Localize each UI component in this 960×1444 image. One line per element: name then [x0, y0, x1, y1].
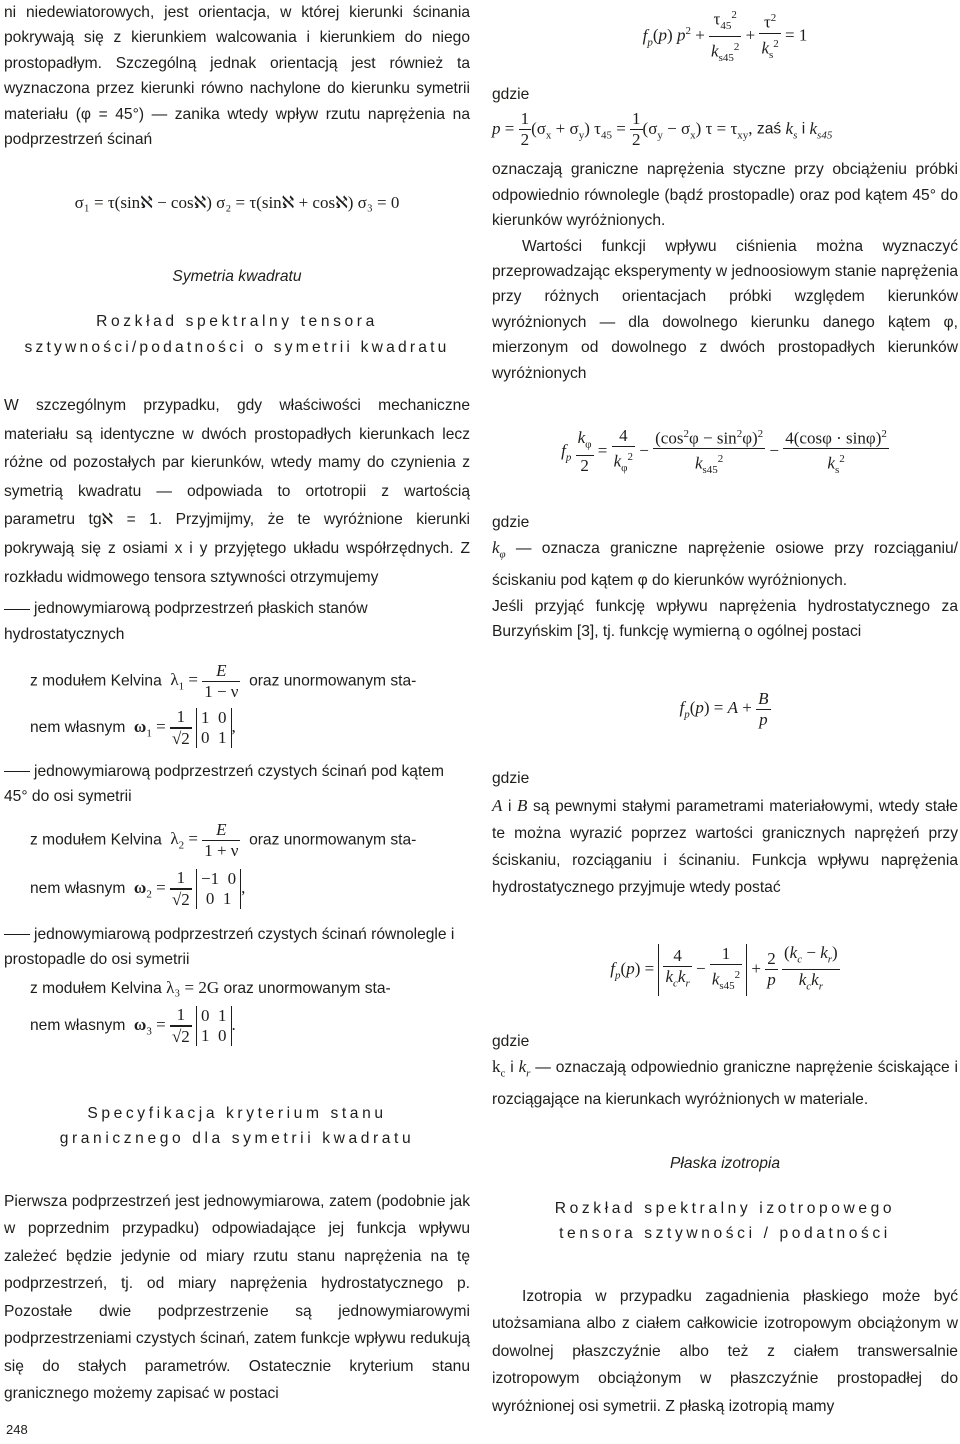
eigenvector-2: nem własnym $\omega_2$ = $\frac{1}{√2}$ −1 0 0 1, [30, 867, 246, 909]
paragraph: $k_\varphi$ — oznacza graniczne naprężenie osiowe przy rozciąganiu/ściskaniu pod kątem φ do kierunków wyróżnionych. [492, 538, 958, 590]
kelvin-modulus-3: z modułem Kelvina λ₃ = 2G oraz unormowanym sta- [30, 977, 391, 997]
label-gdzie: gdzie [492, 514, 530, 532]
right-column [492, 0, 958, 1420]
dash-marker [4, 771, 30, 772]
paragraph: W szczególnym przypadku, gdy właściwości mechaniczne materiału są identyczne w dwóch prostopadłych kierunkach lecz różne od pozostałych par kierunków, wtedy mamy do czynienia z symetrią kwadratu — odpowiada to ortotropii z wartością parametru tgℵ = 1. Przyjmijmy, że te wyróżnione kierunki pokrywają się z osiami x i y przyjętego układu współrzędnych. Z rozkładu widmowego tensora sztywności otrzymujemy [4, 397, 470, 586]
list-item-1: jednowymiarową podprzestrzeń płaskich stanów hydrostatycznych [4, 600, 368, 643]
paragraph: A i B są pewnymi stałymi parametrami materiałowymi, wtedy stałe te można wyrazić poprzez wartości granicznych naprężeń przy ściskaniu, rozciąganiu i ścinaniu. Funkcja wpływu naprężenia hydrostatycznego przyjmuje wtedy postać [492, 795, 958, 896]
equation-burzynski: $f_p(p) = A$ + $\frac{B}{p}$ [679, 689, 769, 730]
formula-omega-1: $\omega_1$ = $\frac{1}{√2}$ 1 0 0 1, [133, 707, 236, 749]
paragraph: Pierwsza podprzestrzeń jest jednowymiarowa, zatem (podobnie jak w poprzednim przypadku) odpowiadające jej funkcja wpływu zależeć będzie jedynie od miary rzutu stanu naprężenia na tę podprzestrzeń, tj. od miary naprężenia hydrostatycznego p. Pozostałe dwie podprzestrzenie są jednowymiarowymi podprzestrzeniami czystych ścinań, zatem funkcje wpływu redukują się do stałych parametrów. Ostatecznie kryterium stanu granicznego możemy zapisać w postaci [4, 1192, 470, 1403]
label-gdzie: gdzie [492, 770, 530, 788]
paragraph: oznaczają graniczne naprężenia styczne przy obciążeniu próbki odpowiednio równolegle (bądź prostopadle) oraz pod kątem 45° do kierunków wyróżnionych. [492, 161, 958, 230]
equation-principal-stresses: σ₁ = τ(sinℵ − cosℵ) σ₂ = τ(sinℵ + cosℵ) σ₃ = 0 [74, 193, 400, 213]
left-column [4, 0, 470, 1408]
equation-hydrostatic: $f_p(p)$ = $\frac{4}{k_ck_r}$ − $\frac{1}{k_{s45}^2}$ + $\frac{2}{p}$ $\frac{(k_c - k_r)}{k_ck_r}$ [492, 937, 958, 1001]
formula-lambda-3: λ₃ = 2G [166, 977, 220, 997]
formula-omega-2: $\omega_2$ = $\frac{1}{√2}$ −1 0 0 1, [133, 867, 246, 909]
list-item-2: jednowymiarową podprzestrzeń czystych ścinań pod kątem 45° do osi symetrii [4, 763, 444, 806]
label-gdzie: gdzie [492, 1032, 530, 1050]
formula-lambda-2: $\lambda_2$ = $\frac{E}{1 + \nu}$ [166, 819, 239, 860]
formula-definitions: p = $\frac{1}{2}$ $(\sigma_x + \sigma_y) \tau_{45}$ = $\frac{1}{2}$ $(\sigma_y - \sigma_x) \tau = \tau_{xy}$, [492, 109, 753, 150]
section-heading-line-3: Specyfikacja kryterium stanu [87, 1105, 387, 1123]
formula-omega-3: $\omega_3$ = $\frac{1}{√2}$ 0 1 1 0. [133, 1005, 236, 1047]
section-heading-line-1: Rozkład spektralny izotropowego [554, 1199, 896, 1217]
kelvin-modulus-2: z modułem Kelvina $\lambda_2$ = $\frac{E}{1 + \nu}$ oraz unormowanym sta- [30, 819, 417, 860]
eigenvector-1: nem własnym $\omega_1$ = $\frac{1}{√2}$ 1 0 0 1, [30, 707, 236, 749]
section-heading-line-1: Rozkład spektralny tensora [96, 313, 378, 331]
section-heading-italic: Symetria kwadratu [172, 267, 302, 285]
list-item-3: jednowymiarową podprzestrzeń czystych ścinań równolegle i prostopadle do osi symetrii [4, 925, 455, 969]
paragraph: $k_c$ i $k_r$ — oznaczają odpowiednio graniczne naprężenie ściskające i rozciągające na kierunkach wyróżnionych w materiale. [492, 1057, 958, 1109]
paragraph: Wartości funkcji wpływu ciśnienia można wyznaczyć przeprowadzając eksperymenty w jednoosiowym stanie naprężenia przy różnych orientacjach próbki względem kierunków wyróżnionych — dla dowolnego kierunku danego kątem φ, mierzonym od dowolnego z dwóch prostopadłych kierunków wyróżnionych [492, 237, 958, 382]
formula-lambda-1: $\lambda_1$ = $\frac{E}{1 - \nu}$ [166, 661, 239, 702]
eigenvector-3: nem własnym $\omega_3$ = $\frac{1}{√2}$ 0 1 1 0. [30, 1005, 236, 1047]
dash-marker [4, 934, 30, 935]
paragraph: Jeśli przyjąć funkcję wpływu naprężenia hydrostatycznego za Burzyńskim [3], tj. funkcję wymierną o ogólnej postaci [492, 597, 958, 641]
paragraph: ni niedewiatorowych, jest orientacja, w której kierunki ścinania pokrywają się z kierunkiem walcowania i kierunkiem do niego prostopadłym. Szczególną jednak orientacją jest również ta wyznaczona przez kierunki równo nachylone do kierunku symetrii materiału (φ = 45°) — zanika wtedy wpływ rzutu naprężenia na podprzestrzeń ścinań [4, 4, 470, 149]
definitions-line: p = $\frac{1}{2}$ $(\sigma_x + \sigma_y) \tau_{45}$ = $\frac{1}{2}$ $(\sigma_y - \sigma_x) \tau = \tau_{xy}$, zaś $k_s$ i $k_{s45}$ [492, 109, 833, 150]
section-heading-line-2: tensora sztywności / podatności [559, 1225, 891, 1243]
label-gdzie: gdzie [492, 86, 530, 103]
kelvin-modulus-1: z modułem Kelvina $\lambda_1$ = $\frac{E}{1 - \nu}$ oraz unormowanym sta- [30, 661, 417, 702]
paragraph: Izotropia w przypadku zagadnienia płaskiego może być utożsamiana albo z ciałem całkowicie izotropowym obciążonym w dowolnej płaszczyźnie albo też z ciałem transwersalnie izotropowym obciążonym w płaszczyźnie prostopadłej do wyróżnionej osi symetrii. Z płaską izotropią mamy [492, 1287, 958, 1415]
equation-criterion: $f_p(p) p^2$ + $\frac{\tau_{45}^2}{k_{s45}^2}$ + $\frac{\tau^2}{k_s^2}$ = 1 [492, 2, 958, 60]
dash-marker [4, 609, 30, 610]
section-heading-italic: Płaska izotropia [669, 1154, 781, 1172]
page-number: 248 [6, 1422, 28, 1437]
equation-uniaxial: $f_p$ $\frac{k_\varphi}{2}$ = $\frac{4}{k_\varphi^2}$ − $\frac{(\cos^2\varphi - \sin^2\varphi)^2}{k_{s45}^2}$ − $\frac{4(\cos\varphi \cdot \sin\varphi)^2}{k_s^2}$ [492, 416, 958, 486]
section-heading-line-2: sztywności/podatności o symetrii kwadratu [24, 338, 450, 356]
section-heading-line-4: granicznego dla symetrii kwadratu [59, 1130, 415, 1148]
